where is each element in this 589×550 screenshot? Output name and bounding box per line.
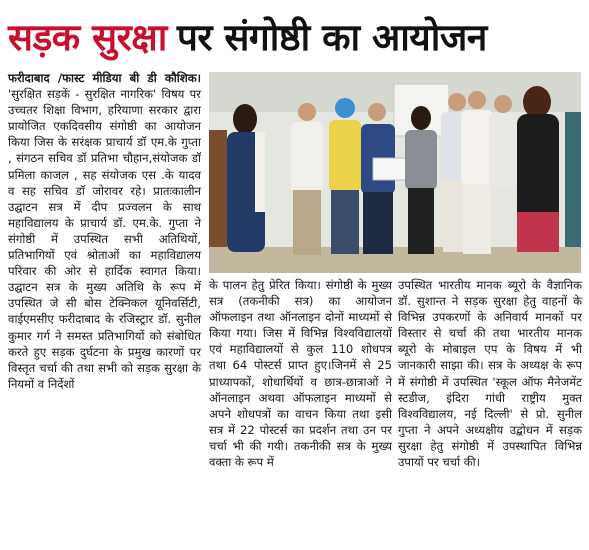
- headline: [8, 6, 581, 64]
- column-1-text: 'सुरक्षित सड़कें - सुरक्षित नागरिक' विषय पर उच्चतर शिक्षा विभाग, हरियाणा सरकार द्वारा प्रायोजित एकदिवसीय संगोष्ठी का आयोजन किया जिस के सरंक्षक प्राचार्य डॉ एम.के गुप्ता , संगठन सचिव डॉ प्रतिभा चौहान,संयोजक डॉ प्रमिला काजल , सह संयोजक एस .के यादव व सह सचिव डॉ जोरावर रहे। प्रातःकालीन उद्घाटन सत्र में दीप प्रज्वलन के साथ महाविद्यालय के प्राचार्य डॉ. एम.के. गुप्ता ने संगोष्ठी में उपस्थित सभी अतिथियों, प्रतिभागियों एवं श्रोताओं का महाविद्यालय परिवार की ओर से हार्दिक स्वागत किया। उद्घाटन सत्र के मुख्य अतिथि के रूप में उपस्थित जे सी बोस टेक्निकल यूनिवर्सिटी, वाईएमसीए फरीदाबाद के रजिस्ट्रार डॉ. सुनील कुमार गर्ग ने समस्त प्रतिभागियों को संबोधित करते हुए सड़क दुर्घटना के प्रमुख कारणों पर विस्तृत चर्चा की तथा सभी को सड़क सुरक्षा के नियमों व निर्देशों: [8, 87, 201, 391]
- event-photo: [209, 72, 581, 273]
- article-column-2: [209, 277, 392, 470]
- headline-rest: पर संगोष्ठी का आयोजन: [176, 15, 487, 59]
- column-3-text: उपस्थित भारतीय मानक ब्यूरो के वैज्ञानिक डॉ. सुशान्त ने सड़क सुरक्षा हेतु वाहनों के विभिन्न उपकरणों के अनिवार्य मानकों पर विस्तार से चर्चा की तथा भारतीय मानक ब्यूरो के मोबाइल एप के विषय में भी जानकारी साझा की। सत्र के अध्यक्ष के रूप में संगोष्ठी में उपस्थित 'स्कूल ऑफ मैनेजमेंट स्टडीज, इंदिरा गांधी राष्ट्रीय मुक्त विश्वविद्यालय, नई दिल्ली' से प्रो. सुनील गुप्ता ने अपने अध्यक्षीय उद्बोधन में सड़क सुरक्षा हेतु संगोष्ठी में उपस्थापित विभिन्न उपायों पर चर्चा की।: [398, 278, 582, 470]
- article-column-1: [8, 70, 201, 392]
- headline-highlight: सड़क सुरक्षा: [8, 15, 167, 59]
- column-2-text: के पालन हेतु प्रेरित किया। संगोष्ठी के मुख्य सत्र (तकनीकी सत्र) का आयोजन ऑफलाइन तथा ऑनलाइन दोनों माध्यमों से किया गया। जिस में विभिन्न विश्वविद्यालयों एवं महाविद्यालयों से कुल 110 शोधपत्र तथा 64 पोस्टर्स प्राप्त हुए।जिनमें से 25 प्राध्यापकों, शोधार्थियों व छात्र-छात्राओं ने ऑनलाइन अथवा ऑफलाइन माध्यमों से अपने शोधपत्रों का वाचन किया तथा इसी सत्र में 22 पोस्टर्स का प्रदर्शन तथा उन पर चर्चा भी की गयी। तकनीकी सत्र के मुख्य वक्ता के रूप में: [209, 278, 392, 470]
- dateline: फरीदाबाद /फास्ट मीडिया बी डी कौशिक।: [8, 71, 201, 85]
- article-column-3: [398, 277, 582, 470]
- event-photo-illustration: [209, 72, 581, 273]
